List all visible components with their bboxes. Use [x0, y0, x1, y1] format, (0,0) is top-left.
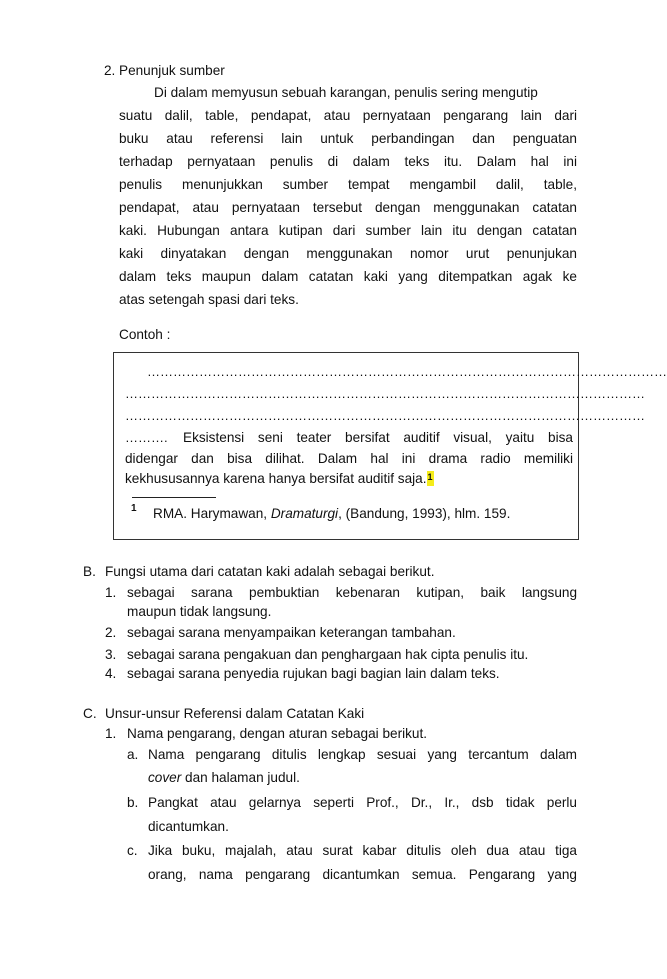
- footnote-author: RMA. Harymawan,: [153, 506, 268, 521]
- list-item-text: maupun tidak langsung.: [127, 604, 272, 619]
- sub-list-text: orang, nama pengarang dicantumkan semua. Pengarang yang: [148, 867, 577, 882]
- list-item-text: sebagai sarana pembuktian kebenaran kutipan, baik langsung: [127, 585, 577, 600]
- list-number: 4.: [105, 666, 117, 681]
- list-number: 3.: [105, 647, 117, 662]
- footnote-text: [153, 505, 510, 522]
- sub-list-text-rest: dan halaman judul.: [181, 770, 300, 785]
- sub-list-text: Pangkat atau gelarnya seperti Prof., Dr., Ir., dsb tidak perlu: [148, 795, 577, 810]
- paragraph-line: dalam teks maupun dalam catatan kaki yang ditempatkan agak ke: [119, 269, 577, 284]
- sub-list-text: Nama pengarang ditulis lengkap sesuai yang tercantum dalam: [148, 747, 577, 762]
- section-b-heading: Fungsi utama dari catatan kaki adalah sebagai berikut.: [105, 564, 435, 579]
- paragraph-line: terhadap pernyataan penulis di dalam teks itu. Dalam hal ini: [119, 154, 577, 169]
- quote-line: Eksistensi seni teater bersifat auditif visual, yaitu bisa: [183, 430, 573, 445]
- footnote-publication: , (Bandung, 1993), hlm. 159.: [338, 506, 511, 521]
- list-number: 1.: [105, 726, 117, 741]
- section-b-letter: B.: [83, 564, 96, 579]
- sub-list-text: dicantumkan.: [148, 819, 229, 834]
- section-c-letter: C.: [83, 706, 97, 721]
- list-item-text: sebagai sarana menyampaikan keterangan tambahan.: [127, 625, 456, 640]
- section-2-heading: Penunjuk sumber: [119, 63, 225, 78]
- list-item-text: sebagai sarana penyedia rujukan bagi bagian lain dalam teks.: [127, 666, 500, 681]
- paragraph-line: atas setengah spasi dari teks.: [119, 292, 299, 307]
- footnote-reference-mark: 1: [427, 472, 433, 482]
- sub-list-letter: c.: [127, 843, 138, 858]
- cover-term: cover: [148, 770, 182, 785]
- quote-line: didengar dan bisa dilihat. Dalam hal ini drama radio memiliki: [125, 451, 573, 466]
- paragraph-line: suatu dalil, table, pendapat, atau pernyataan pengarang lain dari: [119, 108, 577, 123]
- sub-list-text: Jika buku, majalah, atau surat kabar ditulis oleh dua atau tiga: [148, 843, 577, 858]
- sub-list-text: [148, 769, 300, 786]
- quote-line-last: [125, 470, 434, 487]
- ellipsis-row: …………………………………………………………………………………………………………: [147, 364, 667, 379]
- ellipsis-row: …………………………………………………………………………………………………………: [125, 386, 645, 401]
- contoh-label: Contoh :: [119, 327, 171, 342]
- quote-line: kekhususannya karena hanya bersifat auditif saja.: [125, 471, 427, 486]
- footnote-title: Dramaturgi: [270, 506, 339, 521]
- paragraph-line: buku atau referensi lain untuk perbandingan dan penguatan: [119, 131, 577, 146]
- sub-list-letter: b.: [127, 795, 139, 810]
- list-number: 2.: [105, 625, 117, 640]
- paragraph-line: kaki dinyatakan dengan menggunakan nomor urut penunjukan: [119, 246, 577, 261]
- list-number: 1.: [105, 585, 117, 600]
- paragraph-line: kaki. Hubungan antara kutipan dari sumber lain itu dengan catatan: [119, 223, 577, 238]
- footnote-separator: [132, 497, 216, 498]
- section-c-heading: Unsur-unsur Referensi dalam Catatan Kaki: [105, 706, 365, 721]
- paragraph-line: Di dalam memyusun sebuah karangan, penulis sering mengutip: [154, 85, 538, 100]
- paragraph-line: penulis menunjukkan sumber tempat mengambil dalil, table,: [119, 177, 577, 192]
- footnote-reference-highlight: [427, 471, 434, 486]
- footnote-number: 1: [131, 503, 137, 514]
- ellipsis-lead: ……….: [125, 430, 168, 445]
- list-item-text: Nama pengarang, dengan aturan sebagai berikut.: [127, 726, 428, 741]
- list-item-text: sebagai sarana pengakuan dan penghargaan hak cipta penulis itu.: [127, 647, 529, 662]
- paragraph-line: pendapat, atau pernyataan tersebut dengan menggunakan catatan: [119, 200, 577, 215]
- section-2-number: 2.: [104, 63, 116, 78]
- ellipsis-row: …………………………………………………………………………………………………………: [125, 408, 645, 423]
- sub-list-letter: a.: [127, 747, 139, 762]
